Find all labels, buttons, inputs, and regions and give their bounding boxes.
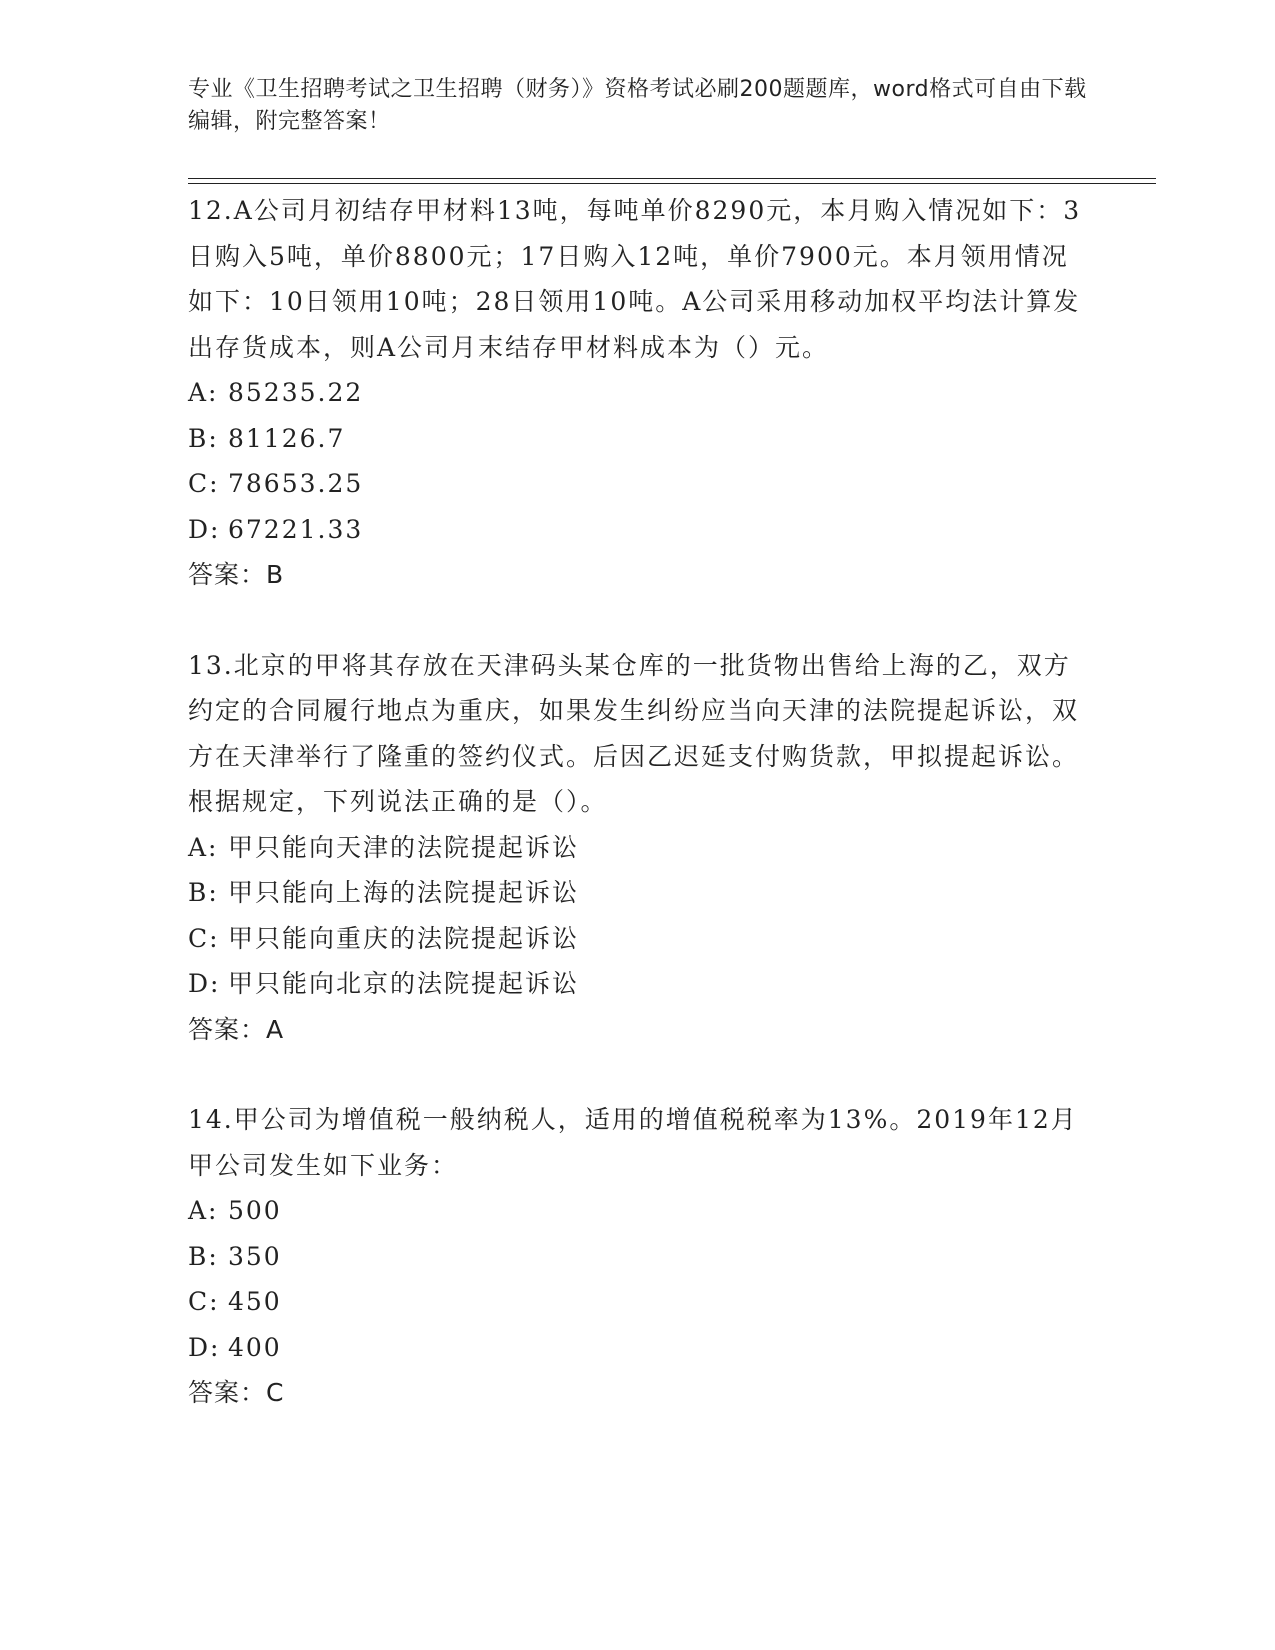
answer-line: 答案：C [188, 1378, 285, 1407]
question-spacer [188, 598, 1088, 643]
option-d [188, 1325, 1088, 1371]
question-stem: 13.北京的甲将其存放在天津码头某仓库的一批货物出售给上海的乙，双方约定的合同履行地点为重庆，如果发生纠纷应当向天津的法院提起诉讼，双方在天津举行了隆重的签约仪式。后因乙迟延支付购货款，甲拟提起诉讼。根据规定，下列说法正确的是（）。 [188, 650, 1080, 816]
option-d [188, 961, 1088, 1007]
option-key: B: [188, 878, 219, 907]
option-key: D: [188, 514, 221, 544]
option-key: C: [188, 1287, 220, 1316]
option-a [188, 1188, 1088, 1234]
header-rule-top [188, 178, 1156, 179]
option-key: D: [188, 969, 221, 998]
option-key: C: [188, 923, 220, 953]
question-stem: 12.A公司月初结存甲材料13吨，每吨单价8290元，本月购入情况如下：3日购入5吨，单价8800元；17日购入12吨，单价7900元。本月领用情况如下：10日领用10吨；28日领用10吨。A公司采用移动加权平均法计算发出存货成本，则A公司月末结存甲材料成本为（）元。 [188, 196, 1082, 362]
option-key: B: [188, 1241, 219, 1271]
option-text: 甲只能向重庆的法院提起诉讼 [228, 923, 580, 953]
option-text: 甲只能向北京的法院提起诉讼 [228, 969, 580, 998]
option-text: 甲只能向天津的法院提起诉讼 [228, 832, 580, 862]
header-rule-bottom [188, 183, 1156, 184]
option-b [188, 1234, 1088, 1280]
option-text: 67221.33 [228, 514, 364, 544]
question-spacer [188, 1052, 1088, 1097]
option-b [188, 870, 1088, 916]
question-12 [188, 188, 1088, 598]
option-key: B: [188, 423, 219, 453]
option-text: 81126.7 [228, 423, 346, 453]
option-text: 450 [228, 1287, 282, 1316]
option-key: C: [188, 469, 220, 498]
option-key: D: [188, 1332, 221, 1362]
option-d [188, 507, 1088, 553]
option-text: 350 [228, 1241, 282, 1271]
question-list [188, 188, 1088, 1416]
option-key: A: [188, 832, 219, 862]
option-key: A: [188, 378, 219, 407]
option-text: 甲只能向上海的法院提起诉讼 [228, 878, 580, 907]
option-b [188, 416, 1088, 462]
option-text: 85235.22 [228, 378, 364, 407]
option-a [188, 825, 1088, 871]
question-14 [188, 1097, 1088, 1416]
option-text: 78653.25 [228, 469, 364, 498]
option-c [188, 1279, 1088, 1325]
document-header: 专业《卫生招聘考试之卫生招聘（财务）》资格考试必刷200题题库，word格式可自由下载编辑，附完整答案！ [188, 77, 1087, 134]
answer-line: 答案：A [188, 1014, 285, 1044]
question-stem: 14.甲公司为增值税一般纳税人，适用的增值税税率为13%。2019年12月甲公司发生如下业务： [188, 1105, 1078, 1180]
option-a [188, 370, 1088, 416]
option-key: A: [188, 1196, 219, 1225]
option-text: 400 [228, 1332, 282, 1362]
answer-line: 答案：B [188, 560, 285, 589]
question-13 [188, 643, 1088, 1053]
option-text: 500 [228, 1196, 282, 1225]
option-c [188, 461, 1088, 507]
option-c [188, 916, 1088, 962]
